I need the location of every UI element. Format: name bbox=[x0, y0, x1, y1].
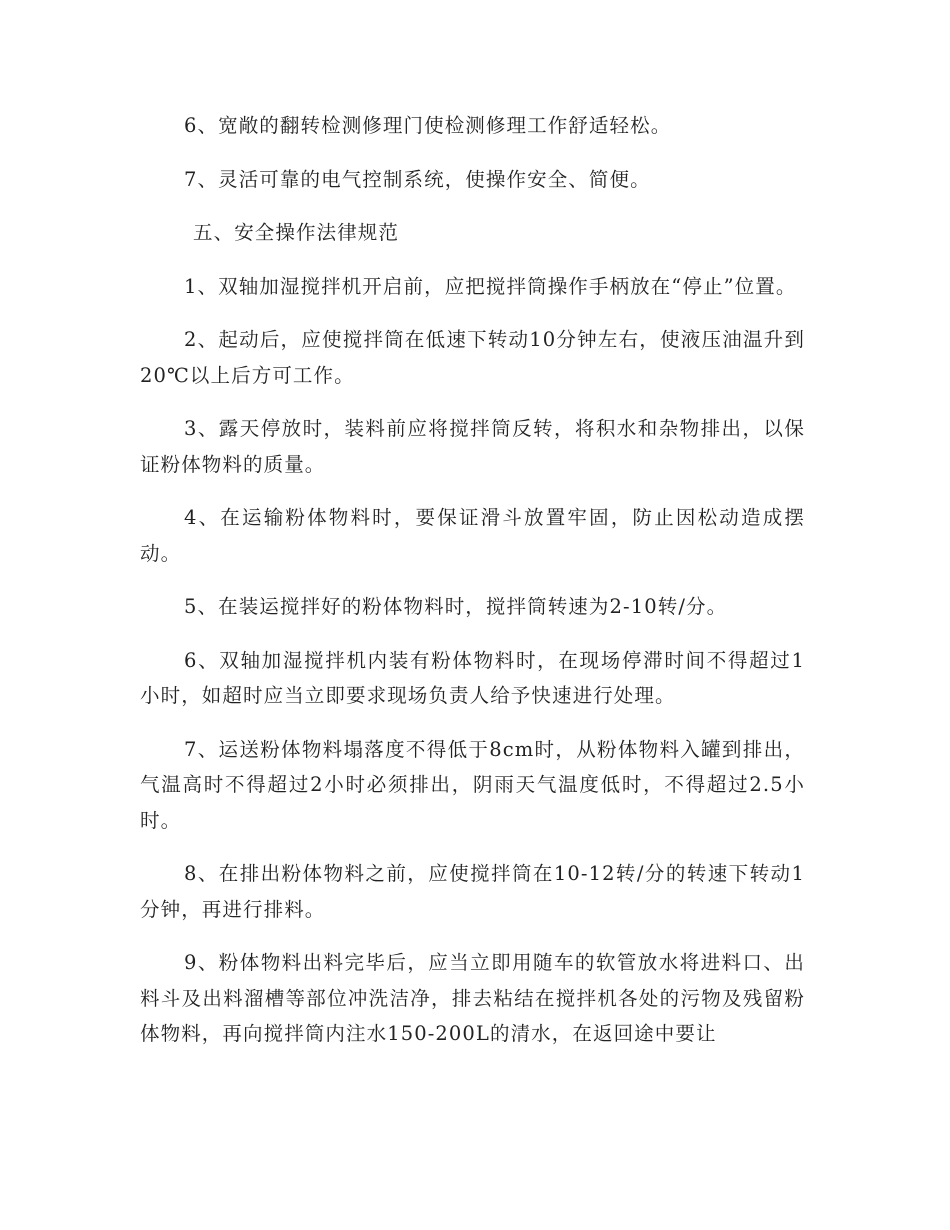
paragraph-item-7: 7、灵活可靠的电气控制系统，使操作安全、简便。 bbox=[184, 167, 651, 191]
paragraph-rule-1: 1、双轴加湿搅拌机开启前，应把搅拌筒操作手柄放在“停止”位置。 bbox=[184, 274, 797, 298]
section-heading: 五、安全操作法律规范 bbox=[193, 221, 400, 244]
paragraph-rule-3: 3、露天停放时，装料前应将搅拌筒反转，将积水和杂物排出，以保证粉体物料的质量。 bbox=[140, 417, 805, 476]
paragraph-item-6: 6、宽敞的翻转检测修理门使检测修理工作舒适轻松。 bbox=[184, 114, 672, 137]
paragraph-rule-8: 8、在排出粉体物料之前，应使搅拌筒在10-12转/分的转速下转动1分钟，再进行排料。 bbox=[140, 862, 805, 921]
document-body bbox=[140, 108, 805, 1070]
paragraph-rule-5: 5、在装运搅拌好的粉体物料时，搅拌筒转速为2-10转/分。 bbox=[184, 595, 728, 618]
paragraph-rule-9: 9、粉体物料出料完毕后，应当立即用随车的软管放水将进料口、出料斗及出料溜槽等部位冲洗洁净，排去粘结在搅拌机各处的污物及残留粉体物料，再向搅拌筒内注水150-200L的清水，在返回途中要让 bbox=[140, 951, 805, 1045]
paragraph-rule-7: 7、运送粉体物料塌落度不得低于8cm时，从粉体物料入罐到排出，气温高时不得超过2小时必须排出，阴雨天气温度低时，不得超过2.5小时。 bbox=[140, 737, 805, 832]
paragraph-rule-4: 4、在运输粉体物料时，要保证滑斗放置牢固，防止因松动造成摆动。 bbox=[140, 506, 805, 565]
paragraph-rule-2: 2、起动后，应使搅拌筒在低速下转动10分钟左右，使液压油温升到20℃以上后方可工作。 bbox=[140, 328, 805, 387]
paragraph-rule-6: 6、双轴加湿搅拌机内装有粉体物料时，在现场停滞时间不得超过1小时，如超时应当立即要求现场负责人给予快速进行处理。 bbox=[140, 648, 805, 707]
